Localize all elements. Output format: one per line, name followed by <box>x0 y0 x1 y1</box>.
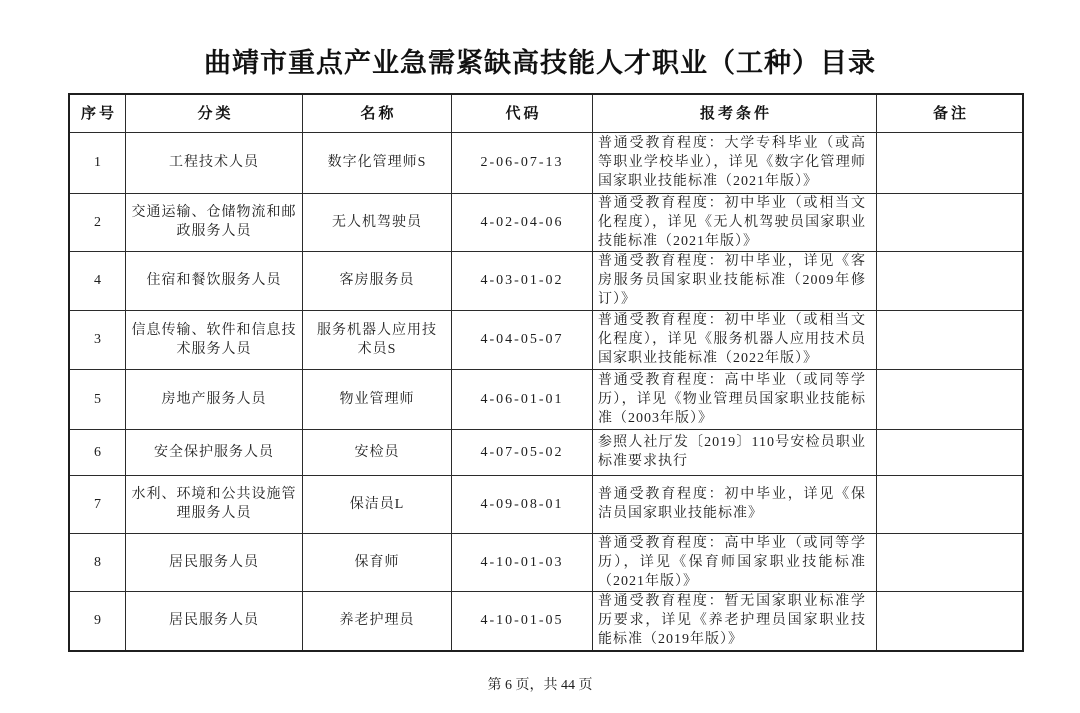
requirements-cell <box>593 533 877 591</box>
requirements-text: 普通受教育程度：初中毕业，详见《客房服务员国家职业技能标准（2009年修订）》 <box>598 254 866 307</box>
table-row <box>69 193 1023 251</box>
occupation-name-text: 保洁员L <box>349 496 405 512</box>
name-cell <box>303 132 452 193</box>
header-name: 名称 <box>303 94 452 132</box>
index-cell: 1 <box>69 132 126 193</box>
category-cell <box>126 475 303 533</box>
remarks-cell <box>877 533 1024 591</box>
name-cell <box>303 429 452 475</box>
header-category: 分类 <box>126 94 303 132</box>
header-code: 代码 <box>452 94 593 132</box>
code-cell: 4-09-08-01 <box>452 475 593 533</box>
code-cell: 4-10-01-05 <box>452 591 593 651</box>
name-cell <box>303 251 452 310</box>
table-row <box>69 369 1023 429</box>
header-remarks: 备注 <box>877 94 1024 132</box>
occupation-name-text: 养老护理员 <box>339 613 415 629</box>
occupation-name-text: 无人机驾驶员 <box>332 214 422 230</box>
name-cell <box>303 193 452 251</box>
remarks-cell <box>877 429 1024 475</box>
occupation-name-text: 数字化管理师S <box>327 155 427 170</box>
occupation-name-text: 安检员 <box>354 444 400 460</box>
category-text: 居民服务人员 <box>169 554 259 570</box>
category-text: 工程技术人员 <box>169 155 259 170</box>
requirements-text: 普通受教育程度：大学专科毕业（或高等职业学校毕业），详见《数字化管理师国家职业技能标准（2021年版）》 <box>598 136 866 189</box>
occupation-name-text: 客房服务员 <box>339 273 415 288</box>
requirements-cell <box>593 132 877 193</box>
requirements-text: 普通受教育程度：暂无国家职业标准学历要求，详见《养老护理员国家职业技能标准（2019年版）》 <box>598 594 866 648</box>
index-cell: 3 <box>69 310 126 369</box>
category-cell <box>126 591 303 651</box>
table-row <box>69 429 1023 475</box>
requirements-cell <box>593 193 877 251</box>
name-cell <box>303 369 452 429</box>
category-text: 安全保护服务人员 <box>154 444 274 460</box>
page-footer: 第 6 页，共 44 页 <box>487 678 593 693</box>
remarks-cell <box>877 369 1024 429</box>
requirements-cell <box>593 310 877 369</box>
header-index: 序号 <box>69 94 126 132</box>
index-cell: 9 <box>69 591 126 651</box>
code-cell: 4-06-01-01 <box>452 369 593 429</box>
remarks-cell <box>877 591 1024 651</box>
table-head <box>69 94 1023 132</box>
category-cell <box>126 533 303 591</box>
table-body <box>69 132 1023 651</box>
remarks-cell <box>877 132 1024 193</box>
occupation-name-text: 保育师 <box>354 554 400 570</box>
index-cell: 5 <box>69 369 126 429</box>
requirements-cell <box>593 369 877 429</box>
requirements-text: 普通受教育程度：初中毕业（或相当文化程度），详见《无人机驾驶员国家职业技能标准（2021年版）》 <box>598 195 866 249</box>
requirements-cell <box>593 429 877 475</box>
remarks-cell <box>877 475 1024 533</box>
name-cell <box>303 310 452 369</box>
table-header-row <box>69 94 1023 132</box>
category-cell <box>126 193 303 251</box>
category-text: 居民服务人员 <box>169 613 259 629</box>
category-text: 信息传输、软件和信息技术服务人员 <box>131 322 297 357</box>
category-text: 住宿和餐饮服务人员 <box>146 273 282 288</box>
category-cell <box>126 429 303 475</box>
header-requirements: 报考条件 <box>593 94 877 132</box>
category-text: 房地产服务人员 <box>161 391 267 407</box>
code-cell: 2-06-07-13 <box>452 132 593 193</box>
index-cell: 7 <box>69 475 126 533</box>
index-cell: 4 <box>69 251 126 310</box>
table-row <box>69 533 1023 591</box>
occupation-catalog-table <box>68 93 1024 652</box>
requirements-cell <box>593 591 877 651</box>
category-text: 交通运输、仓储物流和邮政服务人员 <box>131 205 297 239</box>
requirements-cell <box>593 475 877 533</box>
category-cell <box>126 251 303 310</box>
remarks-cell <box>877 310 1024 369</box>
category-cell <box>126 369 303 429</box>
table-row <box>69 310 1023 369</box>
table-row <box>69 132 1023 193</box>
category-cell <box>126 132 303 193</box>
category-cell <box>126 310 303 369</box>
table-row <box>69 475 1023 533</box>
category-text: 水利、环境和公共设施管理服务人员 <box>131 487 297 521</box>
requirements-cell <box>593 251 877 310</box>
code-cell: 4-03-01-02 <box>452 251 593 310</box>
code-cell: 4-07-05-02 <box>452 429 593 475</box>
name-cell <box>303 533 452 591</box>
remarks-cell <box>877 193 1024 251</box>
requirements-text: 普通受教育程度：初中毕业（或相当文化程度），详见《服务机器人应用技术员国家职业技能标准（2022年版）》 <box>598 313 866 366</box>
document-title: 曲靖市重点产业急需紧缺高技能人才职业（工种）目录 <box>204 48 876 78</box>
index-cell: 8 <box>69 533 126 591</box>
code-cell: 4-04-05-07 <box>452 310 593 369</box>
code-cell: 4-10-01-03 <box>452 533 593 591</box>
occupation-name-text: 物业管理师 <box>339 391 415 407</box>
requirements-text: 普通受教育程度：初中毕业，详见《保洁员国家职业技能标准》 <box>598 487 866 521</box>
requirements-text: 普通受教育程度：高中毕业（或同等学历），详见《保育师国家职业技能标准（2021年版）》 <box>598 535 866 589</box>
table-row <box>69 591 1023 651</box>
remarks-cell <box>877 251 1024 310</box>
name-cell <box>303 591 452 651</box>
index-cell: 2 <box>69 193 126 251</box>
requirements-text: 参照人社厅发〔2019〕110号安检员职业标准要求执行 <box>598 435 866 469</box>
index-cell: 6 <box>69 429 126 475</box>
table-row <box>69 251 1023 310</box>
occupation-name-text: 服务机器人应用技术员S <box>317 322 437 357</box>
requirements-text: 普通受教育程度：高中毕业（或同等学历），详见《物业管理员国家职业技能标准（2003年版）》 <box>598 372 866 426</box>
code-cell: 4-02-04-06 <box>452 193 593 251</box>
name-cell <box>303 475 452 533</box>
